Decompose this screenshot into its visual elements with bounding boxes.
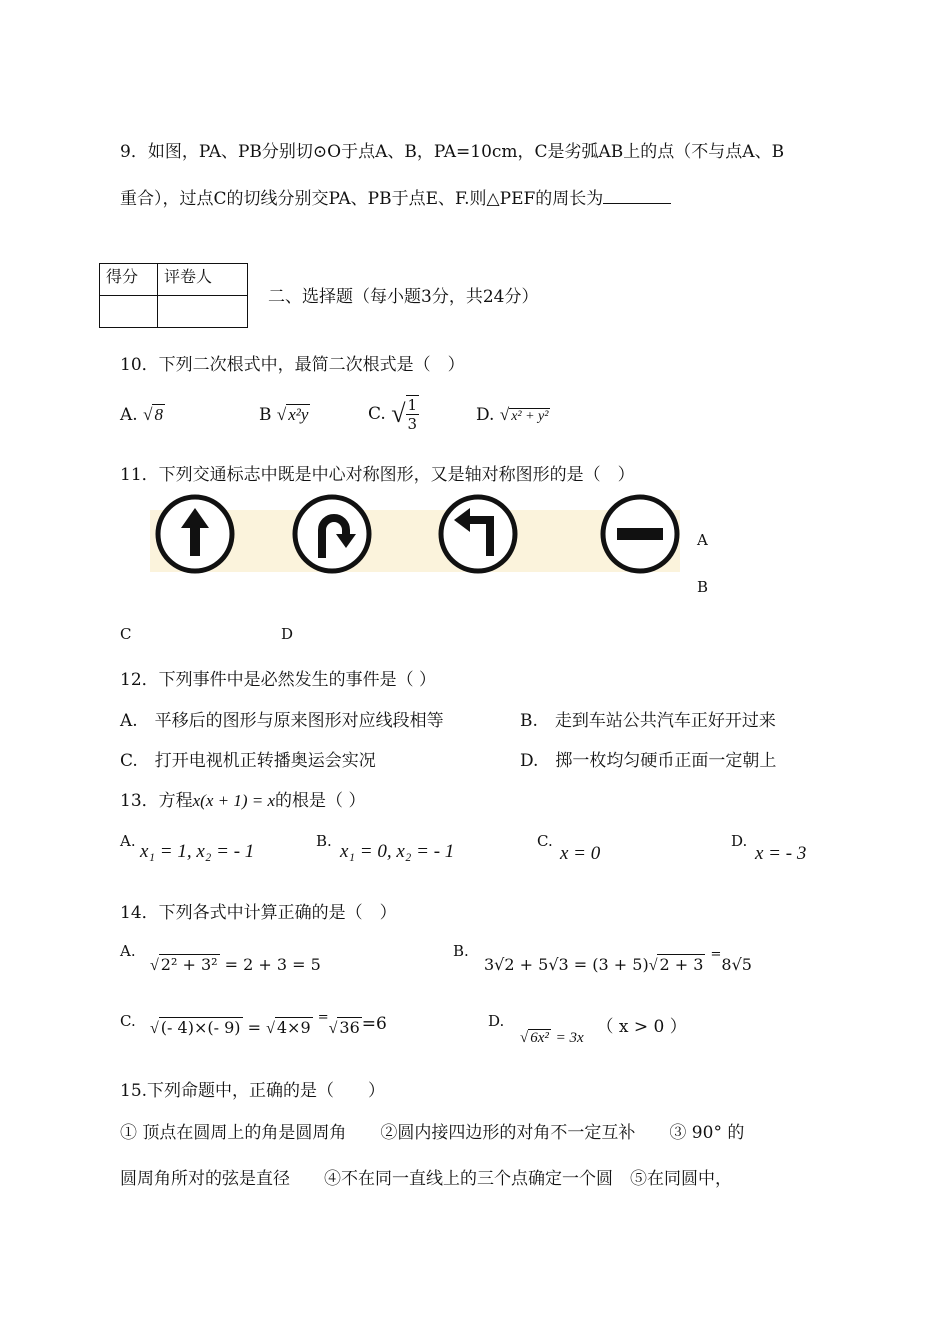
traffic-signs [150,490,710,582]
radicand: 4×9 [276,1018,311,1037]
q11-stem: 11．下列交通标志中既是中心对称图形，又是轴对称图形的是（ ） [120,465,635,485]
q13-option-d-label: D. [731,832,748,850]
radicand: x²y [288,405,309,424]
q15-stem: 15.下列命题中，正确的是（ ） [120,1081,386,1101]
result: = 2 + 3 = 5 [224,955,321,974]
stem-suffix: 的根是（ ） [275,791,366,811]
grader-cell[interactable] [158,296,248,328]
stem-prefix: 13．方程 [120,791,193,811]
radical-sign: √ [499,405,510,424]
fraction [406,395,420,433]
q10-option-c [368,395,419,433]
q14-option-b-expr [484,947,752,975]
q13-option-a-expr: x₁ = 1, x₂ = - 1 [140,841,255,862]
q15-line2: 圆周角所对的弦是直径 ④不在同一直线上的三个点确定一个圆 ⑤在同圆中， [120,1169,732,1189]
q13-option-a-label: A. [120,832,136,850]
q9-line2-text: 重合），过点C的切线分别交PA、PB于点E、F.则△PEF的周长为 [120,189,604,209]
arrow-up-icon [158,497,232,571]
equals-sign: = [317,1010,329,1025]
q12-option-b: B. 走到车站公共汽车正好开过来 [520,711,776,731]
q12-option-d: D. 掷一枚均匀硬币正面一定朝上 [520,751,777,771]
q14-stem: 14．下列各式中计算正确的是（ ） [120,903,397,923]
radical-sign: √ [391,399,406,428]
q10-option-d [476,405,550,425]
q11-label-c: C [120,625,132,643]
q12-option-c: C. 打开电视机正转播奥运会实况 [120,751,376,771]
radical-sign: √ [276,405,287,424]
radicand: 36 [339,1018,360,1037]
q11-label-a: A [697,531,708,549]
q11-label-d: D [281,625,294,643]
q10-option-a [120,405,165,425]
option-label: D. [476,405,495,425]
q11-label-b: B [697,578,709,596]
radicand: 6x² [530,1030,549,1046]
radical-sign: √ [143,405,153,424]
q14-option-c-expr [150,1010,387,1038]
q13-option-b-expr: x₁ = 0, x₂ = - 1 [340,841,455,862]
radical-sign: √ [266,1020,275,1037]
q9-line1: 9．如图，PA、PB分别切⊙O于点A、B，PA=10cm，C是劣弧AB上的点（不与点A、B [120,142,785,162]
q13-option-c-label: C. [537,832,553,850]
q13-option-c-expr: x = 0 [560,843,601,864]
radicand: (- 4)×(- 9) [160,1018,241,1037]
score-cell[interactable] [100,296,158,328]
radical-sign: √ [520,1030,529,1046]
result: = 3x [555,1030,584,1046]
option-label: C. [368,404,386,424]
equals-sign: = [710,947,722,962]
radicand: 2² + 3² [160,955,218,974]
radical-sign: √ [648,957,658,974]
result: =6 [361,1014,387,1034]
radicand: 2 + 3 [659,955,704,974]
no-entry-bar-icon [603,497,677,571]
radicand: x² + y² [511,409,549,424]
equals-sign: = [247,1018,261,1037]
q14-option-a-label: A. [120,942,136,960]
option-label: B [259,405,272,425]
q10-stem: 10．下列二次根式中，最简二次根式是（ ） [120,355,465,375]
q12-stem: 12．下列事件中是必然发生的事件是（ ） [120,670,437,690]
q14-option-b-label: B. [453,942,469,960]
numerator: 1 [407,396,418,414]
condition: （ x > 0 ） [596,1017,687,1037]
denominator: 3 [407,415,418,433]
q14-option-c-label: C. [120,1012,136,1030]
radical-sign: √ [150,957,159,974]
radical-sign: √ [328,1020,338,1037]
q9-line2 [120,184,671,209]
q13-option-b-label: B. [316,832,332,850]
radical-sign: √ [150,1020,159,1037]
q10-option-b [259,405,310,425]
expression: 3√2 + 5√3 = (3 + 5) [484,955,649,974]
answer-blank[interactable] [603,187,671,204]
q14-option-a-expr [150,955,321,975]
score-header: 得分 [100,264,158,296]
option-label: A. [120,405,138,425]
grader-header: 评卷人 [158,264,248,296]
q14-option-d-label: D. [488,1012,505,1030]
section-title: 二、选择题（每小题3分，共24分） [268,287,539,307]
turn-left-icon [441,497,515,571]
q15-line1: ① 顶点在圆周上的角是圆周角 ②圆内接四边形的对角不一定互补 ③ 90° 的 [120,1123,745,1143]
score-table [99,263,248,328]
radicand: 8 [154,405,163,424]
u-turn-icon [295,497,369,571]
q13-option-d-expr: x = - 3 [755,843,807,864]
q12-option-a: A. 平移后的图形与原来图形对应线段相等 [120,711,444,731]
q14-option-d-expr [520,1017,687,1047]
q13-stem [120,786,365,811]
equation: x(x + 1) = x [192,791,276,810]
result: 8√5 [721,955,752,974]
